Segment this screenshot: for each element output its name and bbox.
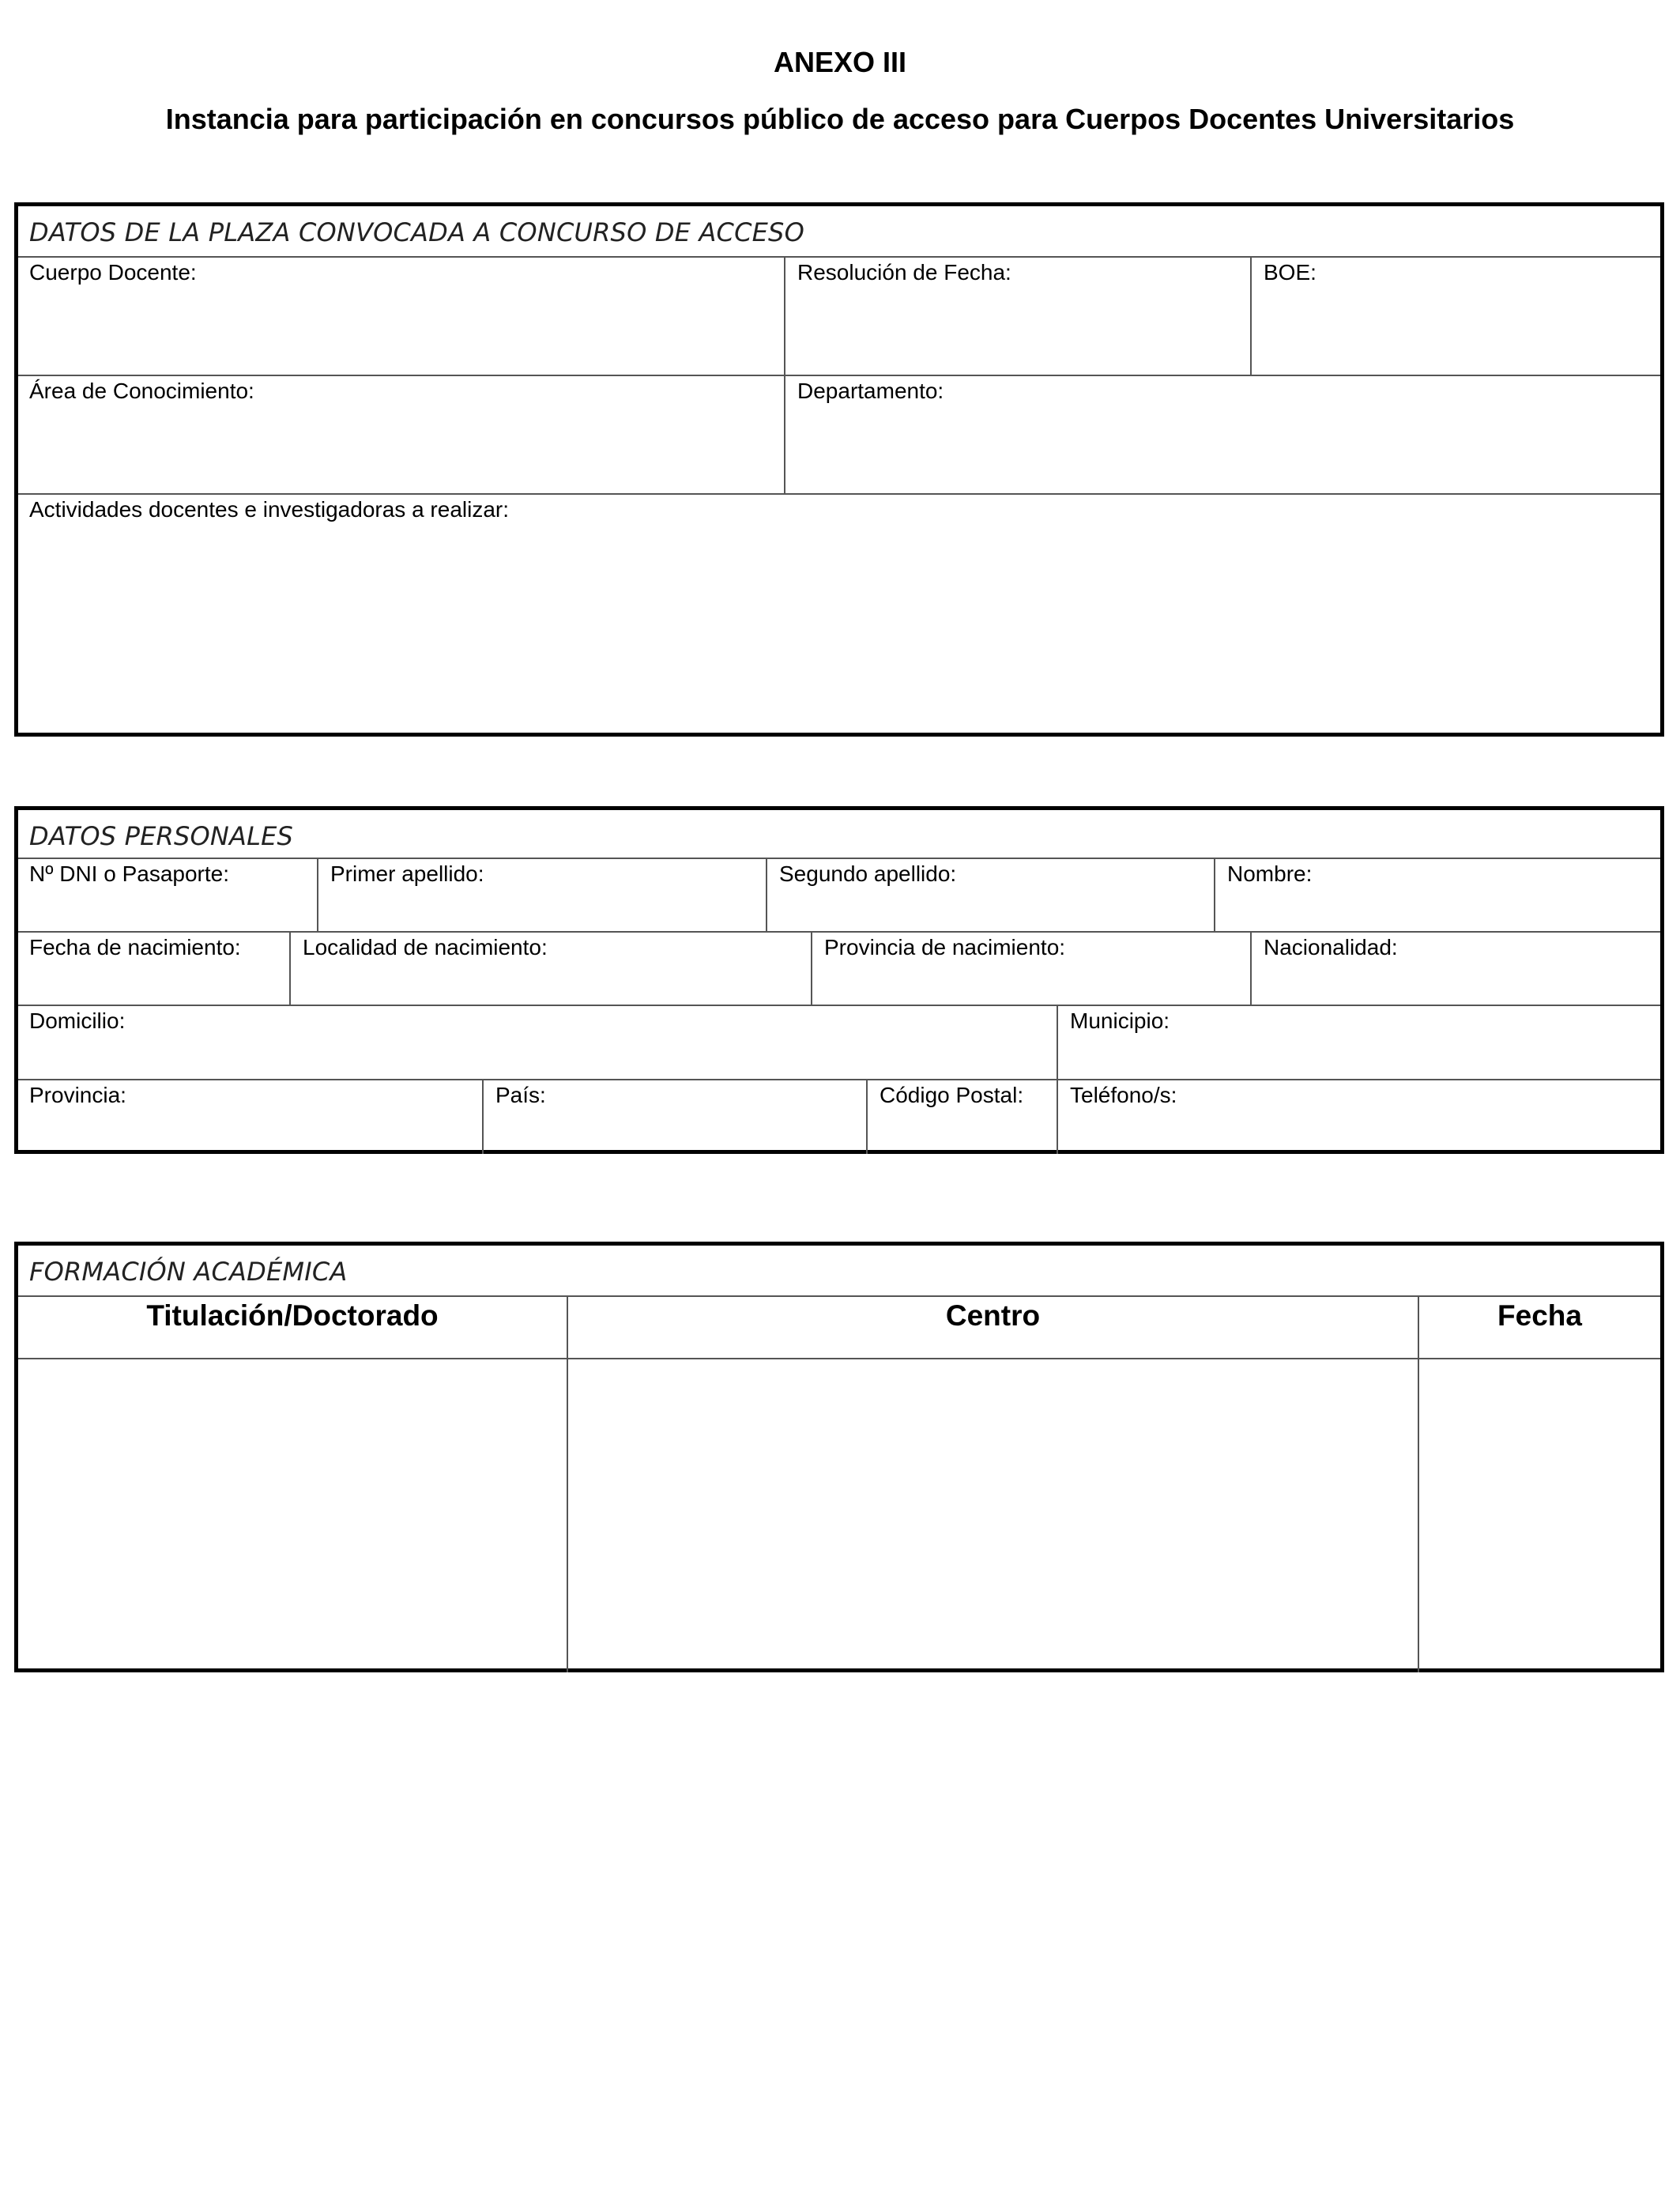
divider bbox=[1250, 931, 1252, 1005]
divider bbox=[18, 1005, 1660, 1006]
divider bbox=[1250, 256, 1252, 375]
codigo-postal-field[interactable]: Código Postal: bbox=[880, 1083, 1024, 1107]
annex-heading: ANEXO III bbox=[773, 46, 907, 78]
fecha-nacimiento-field[interactable]: Fecha de nacimiento: bbox=[29, 935, 241, 959]
divider bbox=[18, 858, 1660, 859]
domicilio-field[interactable]: Domicilio: bbox=[29, 1008, 126, 1033]
divider bbox=[18, 1079, 1660, 1080]
nombre-field[interactable]: Nombre: bbox=[1227, 861, 1313, 886]
divider bbox=[784, 256, 785, 493]
column-header-centro: Centro bbox=[945, 1299, 1041, 1332]
personales-section-title: DATOS PERSONALES bbox=[29, 821, 294, 851]
formacion-section-title: FORMACIÓN ACADÉMICA bbox=[29, 1257, 348, 1287]
primer-apellido-field[interactable]: Primer apellido: bbox=[330, 861, 484, 886]
departamento-field[interactable]: Departamento: bbox=[797, 379, 944, 403]
divider bbox=[18, 493, 1660, 495]
divider bbox=[482, 1079, 484, 1154]
boe-field[interactable]: BOE: bbox=[1264, 260, 1317, 285]
column-header-fecha: Fecha bbox=[1497, 1299, 1582, 1332]
divider bbox=[18, 931, 1660, 933]
personales-section bbox=[14, 806, 1664, 1154]
divider bbox=[18, 1295, 1660, 1297]
divider bbox=[811, 931, 812, 1005]
resolucion-fecha-field[interactable]: Resolución de Fecha: bbox=[797, 260, 1011, 285]
formacion-section bbox=[14, 1242, 1664, 1672]
column-header-titulacion: Titulación/Doctorado bbox=[146, 1299, 439, 1332]
telefonos-field[interactable]: Teléfono/s: bbox=[1070, 1083, 1177, 1107]
divider bbox=[18, 375, 1660, 376]
divider bbox=[289, 931, 291, 1005]
plaza-section bbox=[14, 202, 1664, 737]
divider bbox=[1057, 1005, 1058, 1079]
divider bbox=[1057, 1079, 1058, 1154]
pais-field[interactable]: País: bbox=[495, 1083, 546, 1107]
divider bbox=[1214, 858, 1215, 931]
localidad-nacimiento-field[interactable]: Localidad de nacimiento: bbox=[303, 935, 548, 959]
titulacion-entry-area[interactable] bbox=[18, 1359, 567, 1672]
divider bbox=[317, 858, 318, 931]
centro-entry-area[interactable] bbox=[568, 1359, 1418, 1672]
provincia-nacimiento-field[interactable]: Provincia de nacimiento: bbox=[824, 935, 1066, 959]
divider bbox=[18, 256, 1660, 258]
provincia-field[interactable]: Provincia: bbox=[29, 1083, 126, 1107]
nacionalidad-field[interactable]: Nacionalidad: bbox=[1264, 935, 1398, 959]
divider bbox=[766, 858, 767, 931]
municipio-field[interactable]: Municipio: bbox=[1070, 1008, 1170, 1033]
fecha-entry-area[interactable] bbox=[1419, 1359, 1660, 1672]
area-conocimiento-field[interactable]: Área de Conocimiento: bbox=[29, 379, 254, 403]
cuerpo-docente-field[interactable]: Cuerpo Docente: bbox=[29, 260, 197, 285]
segundo-apellido-field[interactable]: Segundo apellido: bbox=[779, 861, 957, 886]
form-title: Instancia para participación en concursos público de acceso para Cuerpos Docentes Universitarios bbox=[165, 103, 1515, 135]
dni-field[interactable]: Nº DNI o Pasaporte: bbox=[29, 861, 229, 886]
plaza-section-title: DATOS DE LA PLAZA CONVOCADA A CONCURSO DE ACCESO bbox=[29, 217, 804, 247]
actividades-field[interactable]: Actividades docentes e investigadoras a realizar: bbox=[29, 497, 510, 522]
divider bbox=[866, 1079, 868, 1154]
